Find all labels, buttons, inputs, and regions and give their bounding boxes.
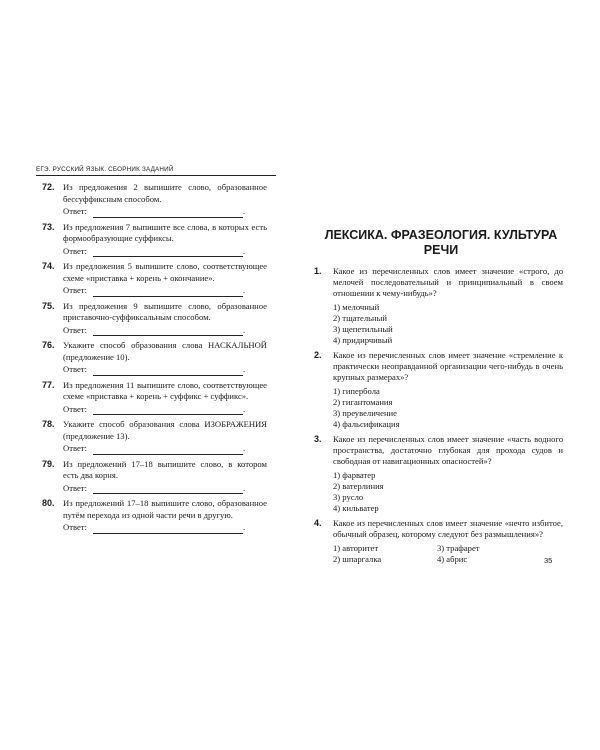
answer-option: 1) фарватер [333,470,376,480]
answer-row [63,483,267,495]
answer-option: 1) мелочный [333,302,380,312]
question-item [36,380,304,416]
question-text: Какое из перечисленных слов имеет значение «нечто избитое, обычный образец, которому следуют без размышления»? [333,518,563,539]
running-head: ЕГЭ. РУССКИЙ ЯЗЫК. СБОРНИК ЗАДАНИЙ [36,166,276,176]
question-body [333,434,563,514]
answer-option: 2) шпаргалка [333,554,382,564]
question-body [63,498,267,534]
mc-question-item [308,518,566,565]
answer-row [63,246,267,258]
answer-label: Ответ: [63,364,87,374]
question-number: 80. [42,498,55,508]
answer-line-field[interactable] [93,482,246,494]
question-number: 2. [314,350,322,360]
answer-line-field[interactable] [93,446,243,455]
question-body [63,222,267,258]
answer-option: 4) фальсификация [333,419,400,429]
answer-label: Ответ: [63,443,87,453]
question-item [36,459,304,495]
question-number: 1. [314,266,322,276]
question-item [36,301,304,337]
answer-options [333,543,563,565]
answer-option: 4) абрис [437,554,468,564]
answer-option: 1) гипербола [333,386,380,396]
answer-option: 2) гигантомания [333,397,393,407]
answer-row [63,404,267,416]
question-number: 78. [42,419,55,429]
left-question-list [36,182,304,534]
answer-line-field[interactable] [93,403,246,415]
answer-options [333,470,563,514]
question-body [63,301,267,337]
answer-label: Ответ: [63,324,87,335]
question-body [63,261,267,297]
answer-option: 3) преувеличение [333,408,397,418]
question-text: Из предложений 17–18 выпишите слово, в котором есть два корня. [63,458,267,480]
question-text: Какое из перечисленных слов имеет значение «стремление к практически неоправданной организации чего-нибудь в очень крупных размерах»? [333,350,563,382]
answer-label: Ответ: [63,206,87,216]
question-body [63,340,267,376]
answer-row [63,285,267,297]
answer-option: 2) тщательный [333,313,388,323]
answer-period: . [242,403,246,414]
answer-row [63,325,267,337]
question-text: Какое из перечисленных слов имеет значение «часть водного пространства, достаточно глубокая для прохода судов и свободная от навигационных опасностей»? [333,434,563,466]
answer-option: 3) трафарет [437,543,480,553]
question-item [36,498,304,534]
answer-period: . [242,206,246,216]
answer-option: 4) кильватер [333,503,379,513]
answer-option: 3) русло [333,492,364,502]
question-item [36,182,304,218]
mc-question-item [308,434,566,514]
answer-options [333,386,563,430]
question-text: Из предложения 9 выпишите слово, образованное приставочно-суффиксальным способом. [63,300,267,322]
question-item [36,340,304,376]
answer-option: 1) авторитет [333,543,379,553]
answer-period: . [242,364,246,374]
left-page [36,166,304,538]
answer-options [333,302,563,346]
question-item [36,222,304,258]
answer-period: . [242,443,246,453]
answer-line-field[interactable] [93,288,243,297]
question-number: 75. [42,300,55,311]
question-body [63,419,267,455]
mc-question-item [308,266,566,346]
question-body [333,266,563,346]
answer-line-field[interactable] [93,525,243,534]
answer-period: . [242,324,246,335]
question-number: 72. [42,182,55,192]
question-number: 3. [314,434,322,444]
question-item [36,419,304,455]
right-question-list [308,266,566,565]
answer-period: . [242,285,246,295]
question-item [36,261,304,297]
section-title: ЛЕКСИКА. ФРАЗЕОЛОГИЯ. КУЛЬТУРА РЕЧИ [324,228,558,257]
question-text: Из предложения 11 выпишите слово, соответствующее схеме «приставка + корень + суффикс + суффикс». [63,379,267,401]
question-body [333,350,563,430]
question-number: 77. [42,379,55,390]
answer-label: Ответ: [63,482,87,493]
answer-option: 2) ватерлиния [333,481,384,491]
answer-period: . [242,522,246,532]
question-number: 74. [42,261,55,271]
question-number: 76. [42,340,55,350]
question-number: 4. [314,518,322,528]
answer-option: 4) придирчивый [333,335,393,345]
page-number: 35 [544,556,553,565]
answer-option: 3) щепетильный [333,324,393,334]
question-body [63,182,267,218]
right-page [308,166,566,569]
question-number: 73. [42,221,55,232]
question-text: Какое из перечисленных слов имеет значение «строго, до мелочей последовательный и принципиальный в своем отношении к чему-нибудь»? [333,266,563,298]
answer-line-field[interactable] [93,209,243,218]
answer-period: . [242,245,246,256]
question-text: Укажите способ образования слова ИЗОБРАЖЕНИЯ (предложение 13). [63,419,267,441]
question-text: Из предложений 17–18 выпишите слово, образованное путём перехода из одной части речи в другую. [63,498,267,520]
question-body [63,380,267,416]
answer-line-field[interactable] [93,367,243,376]
answer-label: Ответ: [63,522,87,532]
answer-label: Ответ: [63,285,87,295]
mc-question-item [308,350,566,430]
answer-line-field[interactable] [93,324,246,336]
question-text: Из предложения 5 выпишите слово, соответствующее схеме «приставка + корень + окончание». [63,261,267,283]
answer-row [63,206,267,218]
answer-period: . [242,482,246,493]
answer-label: Ответ: [63,245,87,256]
answer-row [63,364,267,376]
question-text: Укажите способ образования слова НАСКАЛЬНОЙ (предложение 10). [63,340,267,362]
answer-line-field[interactable] [93,245,246,257]
answer-row [63,443,267,455]
question-text: Из предложения 2 выпишите слово, образованное бессуффиксным способом. [63,182,267,204]
question-text: Из предложения 7 выпишите все слова, в которых есть формообразующие суффиксы. [63,221,267,243]
question-number: 79. [42,458,55,469]
question-body [333,518,563,565]
question-body [63,459,267,495]
answer-label: Ответ: [63,403,87,414]
answer-row [63,522,267,534]
